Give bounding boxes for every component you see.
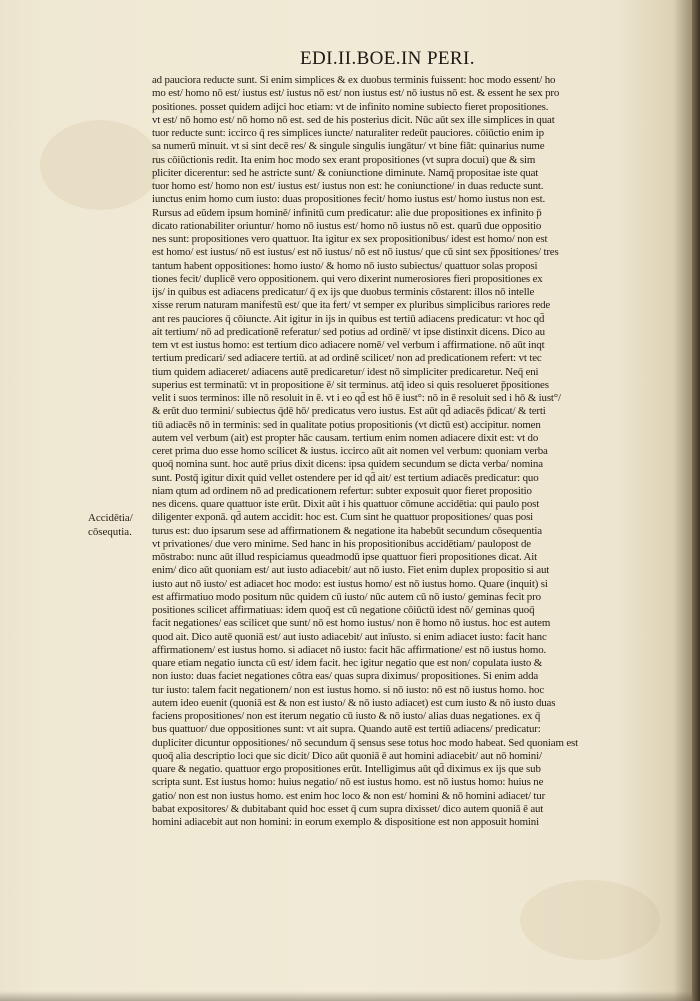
text-line: tiū adiacēs nō in terminis: sed in qualitate potius propositionis (vt dictū est) accipitur. nomen [152,418,541,431]
text-line: homini adiacebit aut non homini: in eorum exemplo & dispositione est non apposuit homini [152,816,539,828]
text-line: superius est terminatū: vt in propositione ē/ sit terminus. atq̄ ideo si quis resolueret p̄positiones [152,378,549,391]
text-line: ant res pauciores q̄ cōiuncte. Ait igitur in ijs in quibus est tertiū adiacens predicatur: vt hoc qd̄ [152,312,545,325]
text-line: bus quattuor/ due oppositiones sunt: vt ait supra. Quando autē est tertiū adiacens/ predicatur: [152,723,541,736]
text-line: tantum habent oppositiones: homo iusto/ & homo nō iusto subiectus/ quattuor solas proposi [152,259,538,272]
text-line: pliciter dicerentur: sed he astricte sunt/ & coniunctione diminute. Namq̄ propositae iste quat [152,166,539,179]
text-line: autem vel verbum (ait) est propter hāc causam. tertium enim nomen adiacere dixit est: vt do [152,431,539,444]
text-line: Rursus ad eūdem ipsum hominē/ infinitū cum predicatur: alie due propositiones ex infinito p̄ [152,206,542,219]
text-line: nes dicens. quare quattuor iste erūt. Dixit aūt i his quattuor cōmune accidētia: qui paulo post [152,498,540,510]
text-line: autem ideo euenit (quoniā est & non est iusto/ & nō iusto adiacet) est cum iusto & nō iusto duas [152,696,556,709]
text-line: dicato rationabiliter oriuntur/ homo nō iustus est/ homo nō iustus nō est. quarū due oppositio [152,219,542,232]
text-line: tuor reducte sunt: iccirco q̄ res simplices iuncte/ naturaliter redeūt pauciores. cōiūctio enim ip [152,127,544,139]
text-line: babat expositores/ & dubitabant quid hoc esset q̄ cum supra dixisset/ dico autem quoniā ē aut [152,802,544,815]
text-line: mo est/ homo nō est/ iustus est/ iustus nō est/ non iustus est/ nō iustus nō est. & essent he sex pro [152,87,560,100]
text-line: iusto aut nō iusto/ est adiacet hoc modo: est iustus homo/ est nō iustus homo. Quare (inquit) si [152,577,548,590]
text-line: sa numerū minuit. vt si sint decē res/ & singule singulis iungātur/ vt bine fiāt: quinarius nume [152,140,545,153]
page-body-text [152,74,652,829]
text-line: quare etiam negatio iuncta cū est/ idem facit. hec igitur negatio que est non/ copulata iusto & [152,657,543,669]
text-line: xisse rerum naturam manifestū est/ que ita fert/ vt semper ex pluribus simplicibus rariores rede [152,299,551,312]
text-line: ait tertium/ nō ad predicationē referatur/ sed potius ad ordinē/ vt ipse distinxit dicens. Dico au [152,325,545,338]
page-bottom-edge [0,991,700,1001]
text-line: ceret prima duo esse homo scilicet & iustus. iccirco aūt ait nomen vel verbum: quoniam verba [152,445,548,457]
text-line: ijs/ in quibus est adiacens predicatur/ q̄ ex ijs que duobus terminis cōstarent: illos nō intelle [152,286,535,298]
text-line: positiones scilicet affirmatiuas: idem quoq̄ est cū negatione cōiūctū idest nō/ geminas quoq̄ [152,604,535,616]
text-line: sunt. Postq̄ igitur dixit quid vellet ostendere per id qd̄ ait/ est tertium adiacēs predicatur: quo [152,471,539,484]
text-line: tur iusto: talem facit negationem/ non est iustus homo. si nō iusto: nō est nō iustus homo. hoc [152,683,545,696]
text-line: enim/ dico aūt quoniam est/ aut iusto adiacebit/ aut nō iusto. Fiet enim duplex propositio si aut [152,564,550,577]
running-title: EDI.II.BOE.IN PERI. [300,48,475,69]
text-line: turus est: duo ipsarum sese ad affirmationem & negatione ita habebūt secundum cōsequentia [152,524,542,537]
text-line: vt privationes/ due vero minime. Sed hanc in his propositionibus accidētiam/ paulopost de [152,537,531,550]
text-line: facit negationes/ eas scilicet que sunt/ nō est homo iustus/ non ē homo nō iustus. hoc est autem [152,617,551,630]
text-line: velit i suos terminos: ille nō resoluit in ē. vt i eo qd̄ est hō ē iust°: nō in ē resoluit sed i hō & iust°/ [152,392,561,404]
margin-note-line: cōsequtia. [88,526,132,538]
text-line: dupliciter dicuntur oppositiones/ nō secundum q̄ sensus sese totus hoc modo habeat. Sed quoniam est [152,736,579,749]
page-right-edge [692,0,700,1001]
text-line: mōstrabo: nunc aūt illud respiciamus queadmodū ipse quattuor fieri propositiones dicat. Ait [152,551,537,563]
text-line: diligenter exponā. qd̄ autem accidit: hoc est. Cum sint he quattuor propositiones/ quas posi [152,511,534,524]
margin-note-line: Accidētia/ [88,512,133,524]
text-line: tiones fecit/ duplicē vero oppositionem. qui vero dixerint numerosiores fieri propositiones ex [152,272,543,285]
text-line: niam qtum ad ordinem nō ad predicationem refertur: subter exposuit quor fieret propositio [152,484,532,497]
text-line: tium quidem adiaceret/ adiacens autē predicaretur/ idest nō simpliciter predicaretur. Neq̄ eni [152,365,539,378]
text-line: est homo/ est iustus/ nō est iustus/ est nō iustus/ nō est nō iustus/ que cū sint sex p̄positiones/ tres [152,246,559,259]
text-line: tuor homo est/ homo non est/ iustus est/ iustus non est: he coniunctione/ in duas reducte sunt. [152,180,544,192]
text-line: faciens propositiones/ non est iterum negatio cū iusto & nō iusto/ alias duas negationes. ex q̄ [152,710,541,722]
text-line: iunctus enim homo cum iusto: duas propositiones fecit/ homo iustus est/ homo iustus non est. [152,193,546,206]
margin-note [88,511,158,539]
text-line: vt est/ nō homo est/ nō homo nō est. sed de his posterius dicit. Nūc aūt sex ille simplices in quat [152,113,555,126]
text-line: quoq̄ alia descriptio loci que sic dicit/ Dico aūt quoniā ē aut homini adiacebit/ aut nō homini/ [152,749,542,762]
text-line: quoq̄ nomina sunt. hoc autē prius dixit dicens: ipsa quidem secundum se dicta verba/ nomina [152,458,543,471]
text-line: tertium predicari/ sed adiacere tertiū. at ad ordinē scilicet/ non ad predicationem refert: vt tec [152,352,542,365]
text-line: affirmationem/ est iustus homo. si adiacet nō iusto: facit hāc affirmatione/ est nō iustus homo. [152,643,547,656]
text-line: tem vt est iustus homo: est tertium dico adiacere nomē/ vel verbum i affirmatione. nō aūt inqt [152,339,545,351]
text-line: non iusto: duas faciet negationes cōtra eas/ quas supra diximus/ propositiones. Si enim adda [152,670,539,683]
text-line: nes sunt: propositiones vero quattuor. Ita igitur ex sex propositionibus/ idest est homo/ non est [152,233,548,245]
text-line: est affirmatiuo modo positum nūc quidem cū iusto/ nūc autem cū nō iusto/ geminas fecit pro [152,590,541,603]
text-line: positiones. posset quidem adijci hoc etiam: vt de infinito nomine subiecto fieret propositiones. [152,100,549,113]
text-line: rus cōiūctionis redit. Ita enim hoc modo sex erant propositiones (vt supra docui) que & sim [152,153,536,166]
text-line: scripta sunt. Est iustus homo: huius negatio/ nō est iustus homo. est nō iustus homo: huius ne [152,776,544,789]
text-line: & erūt duo termini/ subiectus q̄dē hō/ predicatus vero iustus. Est aūt qd̄ adiacēs p̄dicat/ & terti [152,405,546,418]
text-line: gatio/ non est non iustus homo. est enim hoc loco & non est/ homini & nō homini adiacet/ tur [152,789,546,802]
text-line: ad pauciora reducte sunt. Si enim simplices & ex duobus terminis fuissent: hoc modo essent/ ho [152,74,556,86]
text-line: quare & negatio. quattuor ergo propositiones erūt. Intelligimus aūt qd̄ diximus ex ijs que sub [152,763,541,775]
text-line: quod ait. Dico autē quoniā est/ aut iusto adiacebit/ aut inīusto. si enim adiacet iusto: facit hanc [152,630,547,643]
paper-stain [520,880,660,960]
paper-stain [40,120,160,210]
